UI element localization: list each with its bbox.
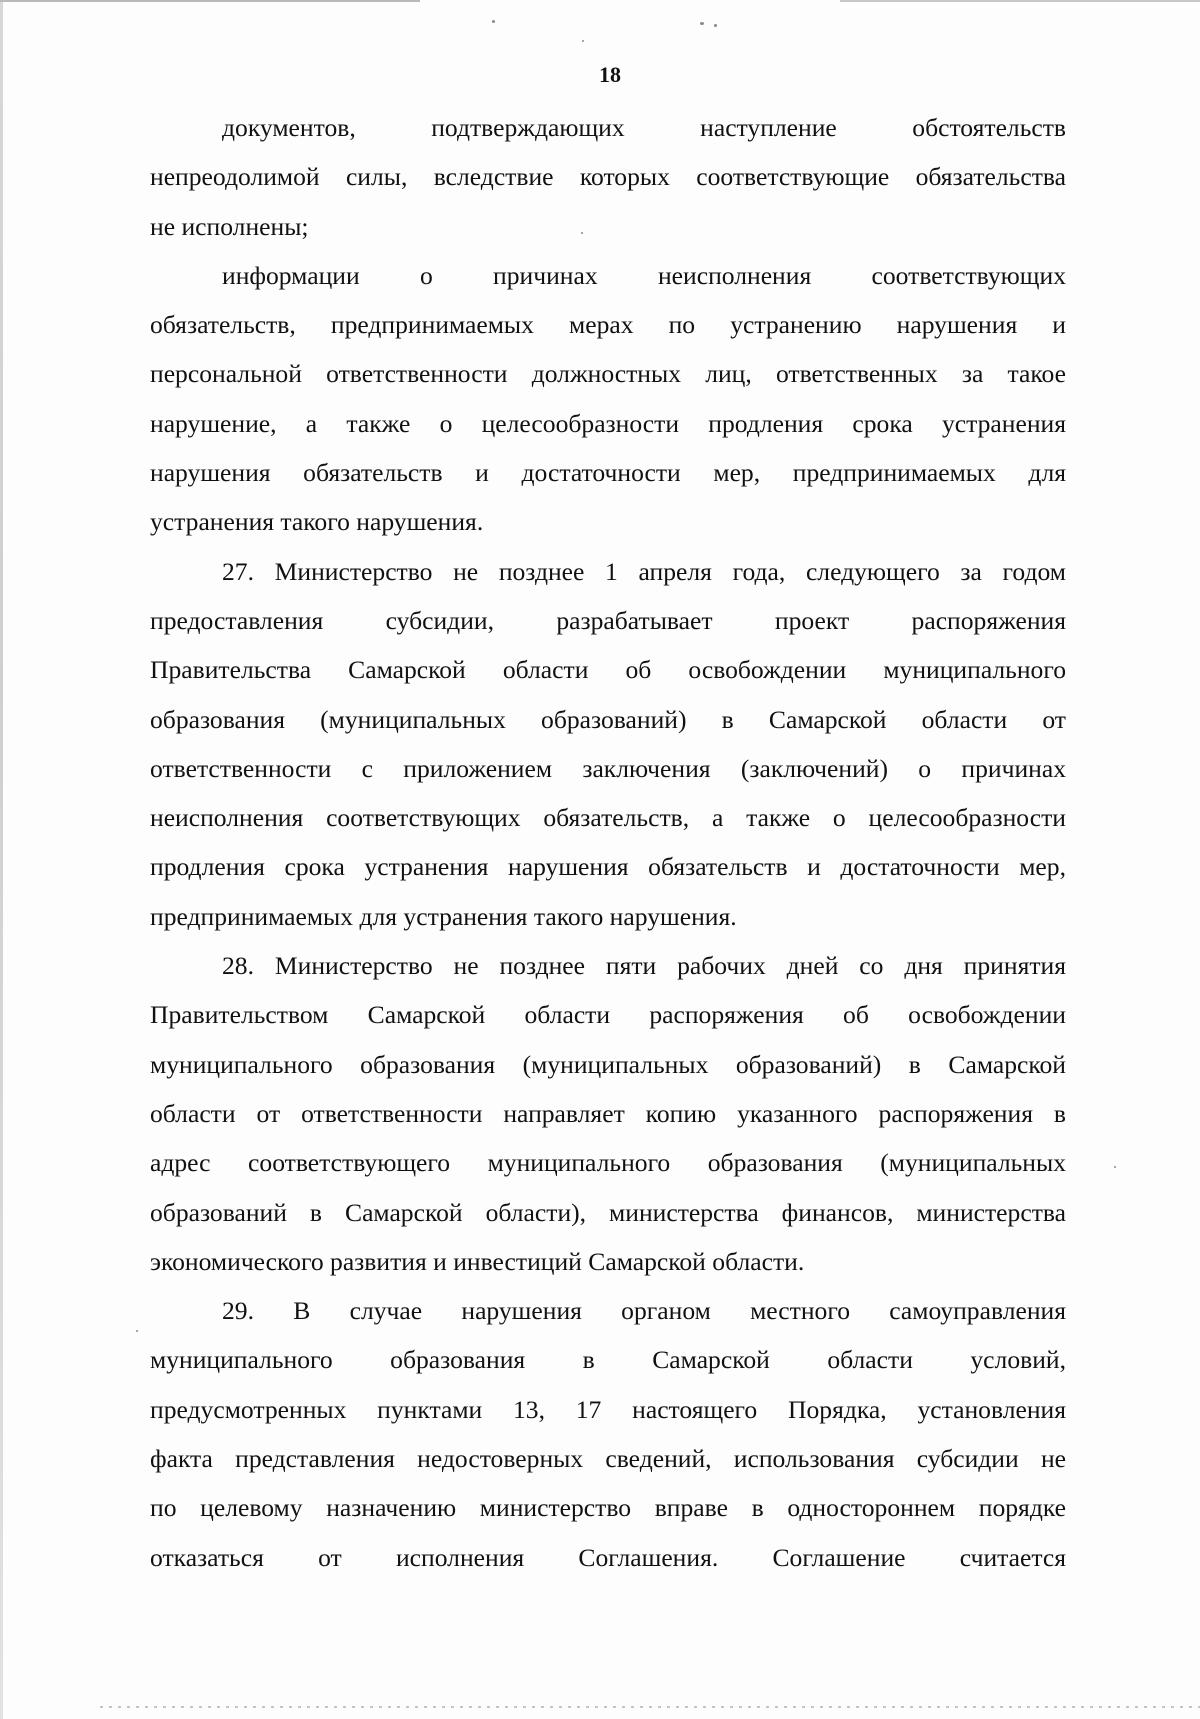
text-line: муниципального образования (муниципальных образований) в Самарской [150,1049,1066,1079]
text-line: предусмотренных пунктами 13, 17 настоящего Порядка, установления [150,1394,1066,1424]
text-line: непреодолимой силы, вследствие которых соответствующие обязательства [150,162,1066,192]
text-line: отказаться от исполнения Соглашения. Соглашение считается [150,1542,1066,1572]
text-line: области от ответственности направляет копию указанного распоряжения в [150,1098,1066,1128]
text-line: образований в Самарской области), министерства финансов, министерства [150,1197,1066,1227]
text-line: устранения такого нарушения. [150,507,484,537]
text-line: предпринимаемых для устранения такого нарушения. [150,901,737,931]
text-line: не исполнены; [150,211,309,241]
scan-speck [582,40,584,42]
text-line: образования (муниципальных образований) в Самарской области от [150,704,1066,734]
text-line: неисполнения соответствующих обязательств, а также о целесообразности [150,803,1066,833]
scan-speck [1114,1166,1116,1168]
page-number: 18 [599,62,621,87]
text-line: ответственности с приложением заключения (заключений) о причинах [150,753,1066,783]
text-line: нарушения обязательств и достаточности мер, предпринимаемых для [150,458,1066,488]
text-line: продления срока устранения нарушения обязательств и достаточности мер, [150,852,1066,882]
text-line: обязательств, предпринимаемых мерах по устранению нарушения и [150,310,1066,340]
scan-edge-top [0,0,420,2]
text-line: нарушение, а также о целесообразности продления срока устранения [150,408,1066,438]
scan-speck [700,22,704,25]
text-line: экономического развития и инвестиций Самарской области. [150,1246,805,1276]
body-text [150,108,1066,1587]
text-line: документов, подтверждающих наступление обстоятельств [222,113,1066,142]
text-line: факта представления недостоверных сведений, использования субсидии не [150,1444,1066,1474]
text-line: Правительства Самарской области об освобождении муниципального [150,655,1066,685]
text-line: по целевому назначению министерство вправе в одностороннем порядке [150,1493,1066,1523]
text-line: предоставления субсидии, разрабатывает проект распоряжения [150,605,1066,635]
text-line: персональной ответственности должностных лиц, ответственных за такое [150,359,1066,389]
scan-edge-bottom [100,1706,1200,1708]
text-line: 28. Министерство не позднее пяти рабочих дней со дня принятия [222,951,1066,981]
scan-speck [492,20,495,23]
scan-speck [714,24,717,27]
scan-edge-top-right [840,0,1200,2]
text-line: 29. В случае нарушения органом местного самоуправления [222,1296,1066,1326]
text-line: информации о причинах неисполнения соответствующих [222,260,1066,290]
text-line: Правительством Самарской области распоряжения об освобождении [150,1000,1066,1030]
text-line: 27. Министерство не позднее 1 апреля года, следующего за годом [222,556,1066,586]
scan-speck [136,1330,138,1332]
text-line: адрес соответствующего муниципального образования (муниципальных [150,1148,1066,1178]
scan-edge-left [0,0,3,1719]
text-line: муниципального образования в Самарской области условий, [150,1345,1066,1375]
